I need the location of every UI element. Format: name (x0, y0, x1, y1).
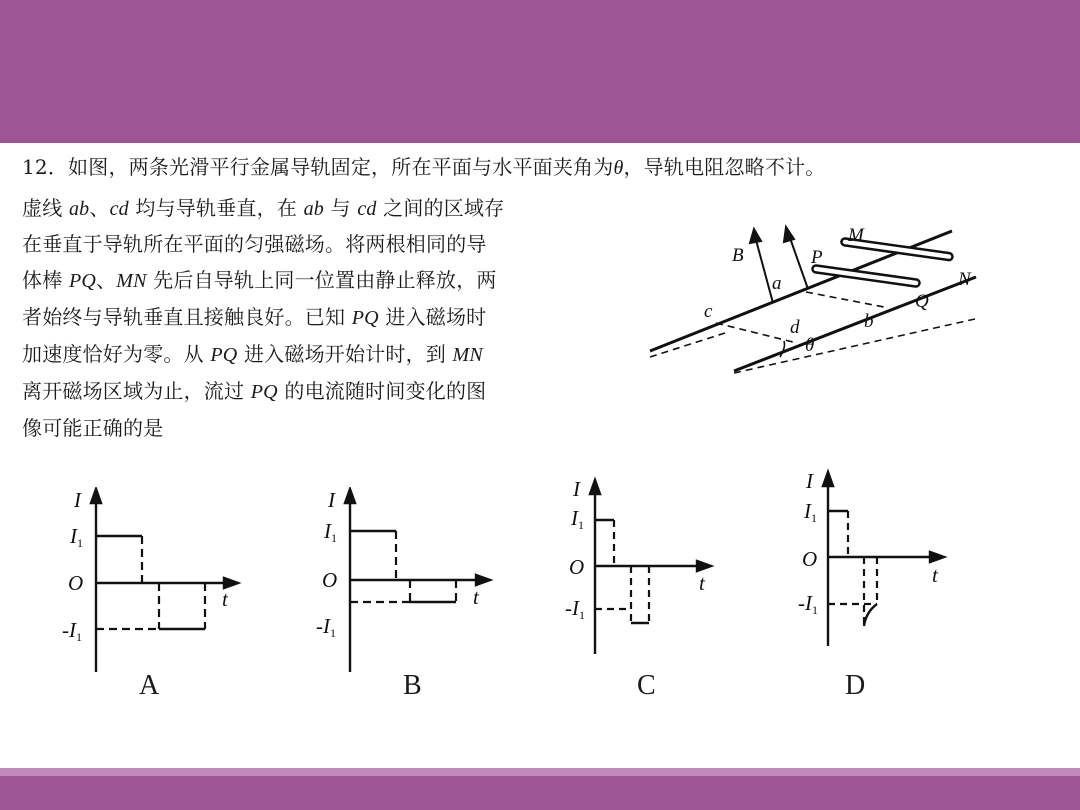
svg-text:t: t (699, 571, 705, 595)
label-b: b (864, 311, 874, 332)
option-D-label: D (845, 670, 866, 701)
question-line-6: 加速度恰好为零。从 PQ 进入磁场开始计时，到 MN (22, 342, 483, 366)
svg-text:I1: I1 (571, 506, 584, 532)
svg-text:t: t (222, 587, 228, 611)
question-line-5: 者始终与导轨垂直且接触良好。已知 PQ 进入磁场时 (22, 305, 487, 329)
label-Q: Q (915, 291, 929, 312)
svg-text:O: O (68, 571, 84, 595)
label-c: c (704, 301, 713, 322)
svg-text:-I1: -I1 (316, 614, 336, 640)
svg-text:I1: I1 (70, 524, 83, 550)
graph-D (794, 466, 954, 656)
question-line-4: 体棒 PQ、MN 先后自导轨上同一位置由静止释放，两 (22, 268, 497, 292)
label-N: N (958, 269, 971, 290)
question-line-1: 12．如图，两条光滑平行金属导轨固定，所在平面与水平面夹角为θ，导轨电阻忽略不计。 (22, 155, 826, 179)
rod-PQ (812, 265, 920, 287)
svg-text:I: I (328, 488, 335, 512)
svg-text:O: O (569, 555, 585, 579)
svg-text:-I1: -I1 (62, 618, 82, 644)
b-field-arrow-2 (790, 238, 808, 289)
rail-diagram (630, 215, 1030, 380)
theta-arc (780, 341, 785, 357)
label-P: P (811, 247, 823, 268)
label-d: d (790, 317, 800, 338)
header-band (0, 0, 1080, 143)
svg-text:I: I (806, 469, 813, 493)
svg-text:I1: I1 (324, 519, 337, 545)
boundary-ab (806, 292, 884, 307)
svg-text:I1: I1 (804, 499, 817, 525)
b-field-arrow-1 (756, 240, 773, 303)
option-C-label: C (637, 670, 656, 701)
question-line-8: 像可能正确的是 (22, 416, 164, 440)
graph-C (561, 472, 721, 662)
svg-text:O: O (802, 547, 818, 571)
label-M: M (848, 225, 864, 246)
plane-edge-right (734, 319, 975, 373)
question-line-3: 在垂直于导轨所在平面的匀强磁场。将两根相同的导 (22, 232, 487, 256)
graph-A (62, 487, 242, 677)
svg-text:I: I (573, 477, 580, 501)
svg-text:t: t (473, 585, 479, 609)
svg-text:-I1: -I1 (798, 591, 818, 617)
label-theta: θ (805, 335, 815, 356)
footer-stripe (0, 768, 1080, 776)
svg-text:I: I (74, 488, 81, 512)
option-B-label: B (403, 670, 422, 701)
question-line-7: 离开磁场区域为止，流过 PQ 的电流随时间变化的图 (22, 379, 487, 403)
svg-text:-I1: -I1 (565, 596, 585, 622)
boundary-cd (716, 323, 797, 343)
option-A-label: A (139, 670, 160, 701)
label-B: B (732, 245, 744, 266)
svg-text:O: O (322, 568, 338, 592)
svg-text:t: t (932, 563, 938, 587)
label-a: a (772, 273, 782, 294)
question-line-2: 虚线 ab、cd 均与导轨垂直，在 ab 与 cd 之间的区域存 (22, 196, 505, 220)
graph-B (316, 487, 496, 677)
